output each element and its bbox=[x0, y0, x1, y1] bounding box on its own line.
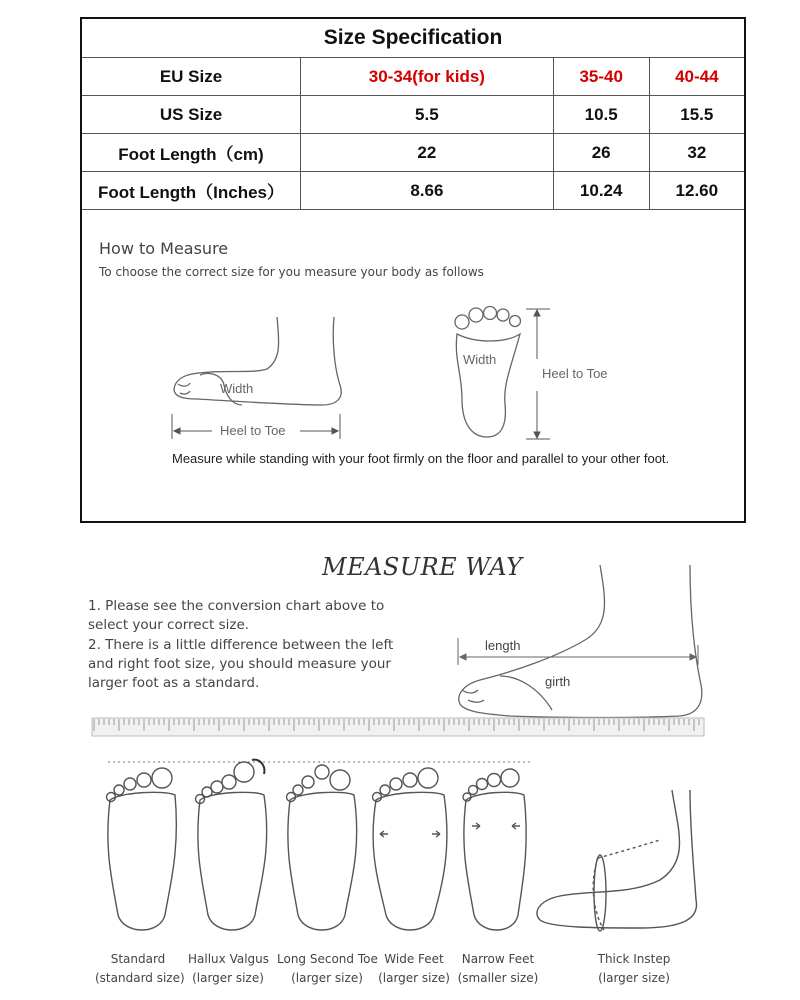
sole-heel-to-toe-label: Heel to Toe bbox=[542, 366, 608, 381]
table-cell: 32 bbox=[649, 134, 744, 172]
foot-type-name: Thick Instep bbox=[597, 952, 671, 966]
wide-feet-foot-icon bbox=[373, 768, 447, 930]
size-table-title: Size Specification bbox=[82, 19, 744, 58]
table-cell: 8.66 bbox=[301, 172, 554, 210]
table-cell: 5.5 bbox=[301, 96, 554, 134]
row-label-eu-size: EU Size bbox=[82, 58, 301, 96]
foot-type-name: Long Second Toe bbox=[277, 952, 378, 966]
foot-type-size: (larger size) bbox=[192, 971, 264, 985]
side-heel-to-toe-label: Heel to Toe bbox=[220, 423, 286, 438]
table-cell: 35-40 bbox=[553, 58, 649, 96]
foot-type-size: (larger size) bbox=[378, 971, 450, 985]
narrow-feet-foot-icon bbox=[463, 769, 526, 930]
standard-foot-icon bbox=[107, 768, 177, 930]
row-label-foot-length-inches: Foot Length（Inches） bbox=[82, 172, 301, 210]
table-cell: 40-44 bbox=[649, 58, 744, 96]
measure-step-1: 1. Please see the conversion chart above to select your correct size. bbox=[88, 598, 385, 633]
foot-type-hallux-valgus bbox=[188, 950, 268, 988]
length-label: length bbox=[485, 638, 521, 653]
foot-type-name: Wide Feet bbox=[384, 952, 444, 966]
table-cell: 10.5 bbox=[553, 96, 649, 134]
table-cell: 10.24 bbox=[553, 172, 649, 210]
foot-type-standard bbox=[95, 950, 185, 988]
foot-type-name: Narrow Feet bbox=[461, 952, 535, 966]
foot-type-size: (smaller size) bbox=[457, 971, 539, 985]
sole-width-label: Width bbox=[463, 352, 497, 367]
table-cell: 26 bbox=[553, 134, 649, 172]
foot-type-long-second-toe bbox=[277, 950, 377, 988]
ruler-icon bbox=[92, 718, 704, 736]
hallux-valgus-foot-icon bbox=[196, 760, 267, 930]
measure-way-title: MEASURE WAY bbox=[322, 553, 523, 581]
row-label-us-size: US Size bbox=[82, 96, 301, 134]
how-to-measure-title: How to Measure bbox=[99, 239, 229, 258]
how-to-measure-subtitle: To choose the correct size for you measure your body as follows bbox=[99, 265, 484, 279]
foot-type-thick-instep bbox=[594, 950, 674, 988]
girth-label: girth bbox=[545, 674, 571, 689]
table-cell: 15.5 bbox=[649, 96, 744, 134]
measure-note: Measure while standing with your foot firmly on the floor and parallel to your other foot. bbox=[172, 451, 670, 466]
row-label-foot-length-cm: Foot Length（cm) bbox=[82, 134, 301, 172]
long-second-toe-foot-icon bbox=[287, 765, 357, 930]
table-cell: 22 bbox=[301, 134, 554, 172]
foot-type-size: (larger size) bbox=[598, 971, 670, 985]
foot-type-size: (larger size) bbox=[291, 971, 363, 985]
foot-type-wide-feet bbox=[378, 950, 450, 988]
foot-type-narrow-feet bbox=[457, 950, 539, 988]
foot-type-size: (standard size) bbox=[95, 971, 185, 985]
foot-type-name: Hallux Valgus bbox=[188, 952, 270, 966]
table-cell: 12.60 bbox=[649, 172, 744, 210]
side-width-label: Width bbox=[220, 381, 254, 396]
foot-type-name: Standard bbox=[110, 952, 166, 966]
thick-instep-foot-icon bbox=[537, 790, 697, 931]
table-cell: 30-34(for kids) bbox=[301, 58, 554, 96]
measure-step-2: 2. There is a little difference between the left and right foot size, you should measure your larger foot as a standard. bbox=[88, 637, 394, 691]
